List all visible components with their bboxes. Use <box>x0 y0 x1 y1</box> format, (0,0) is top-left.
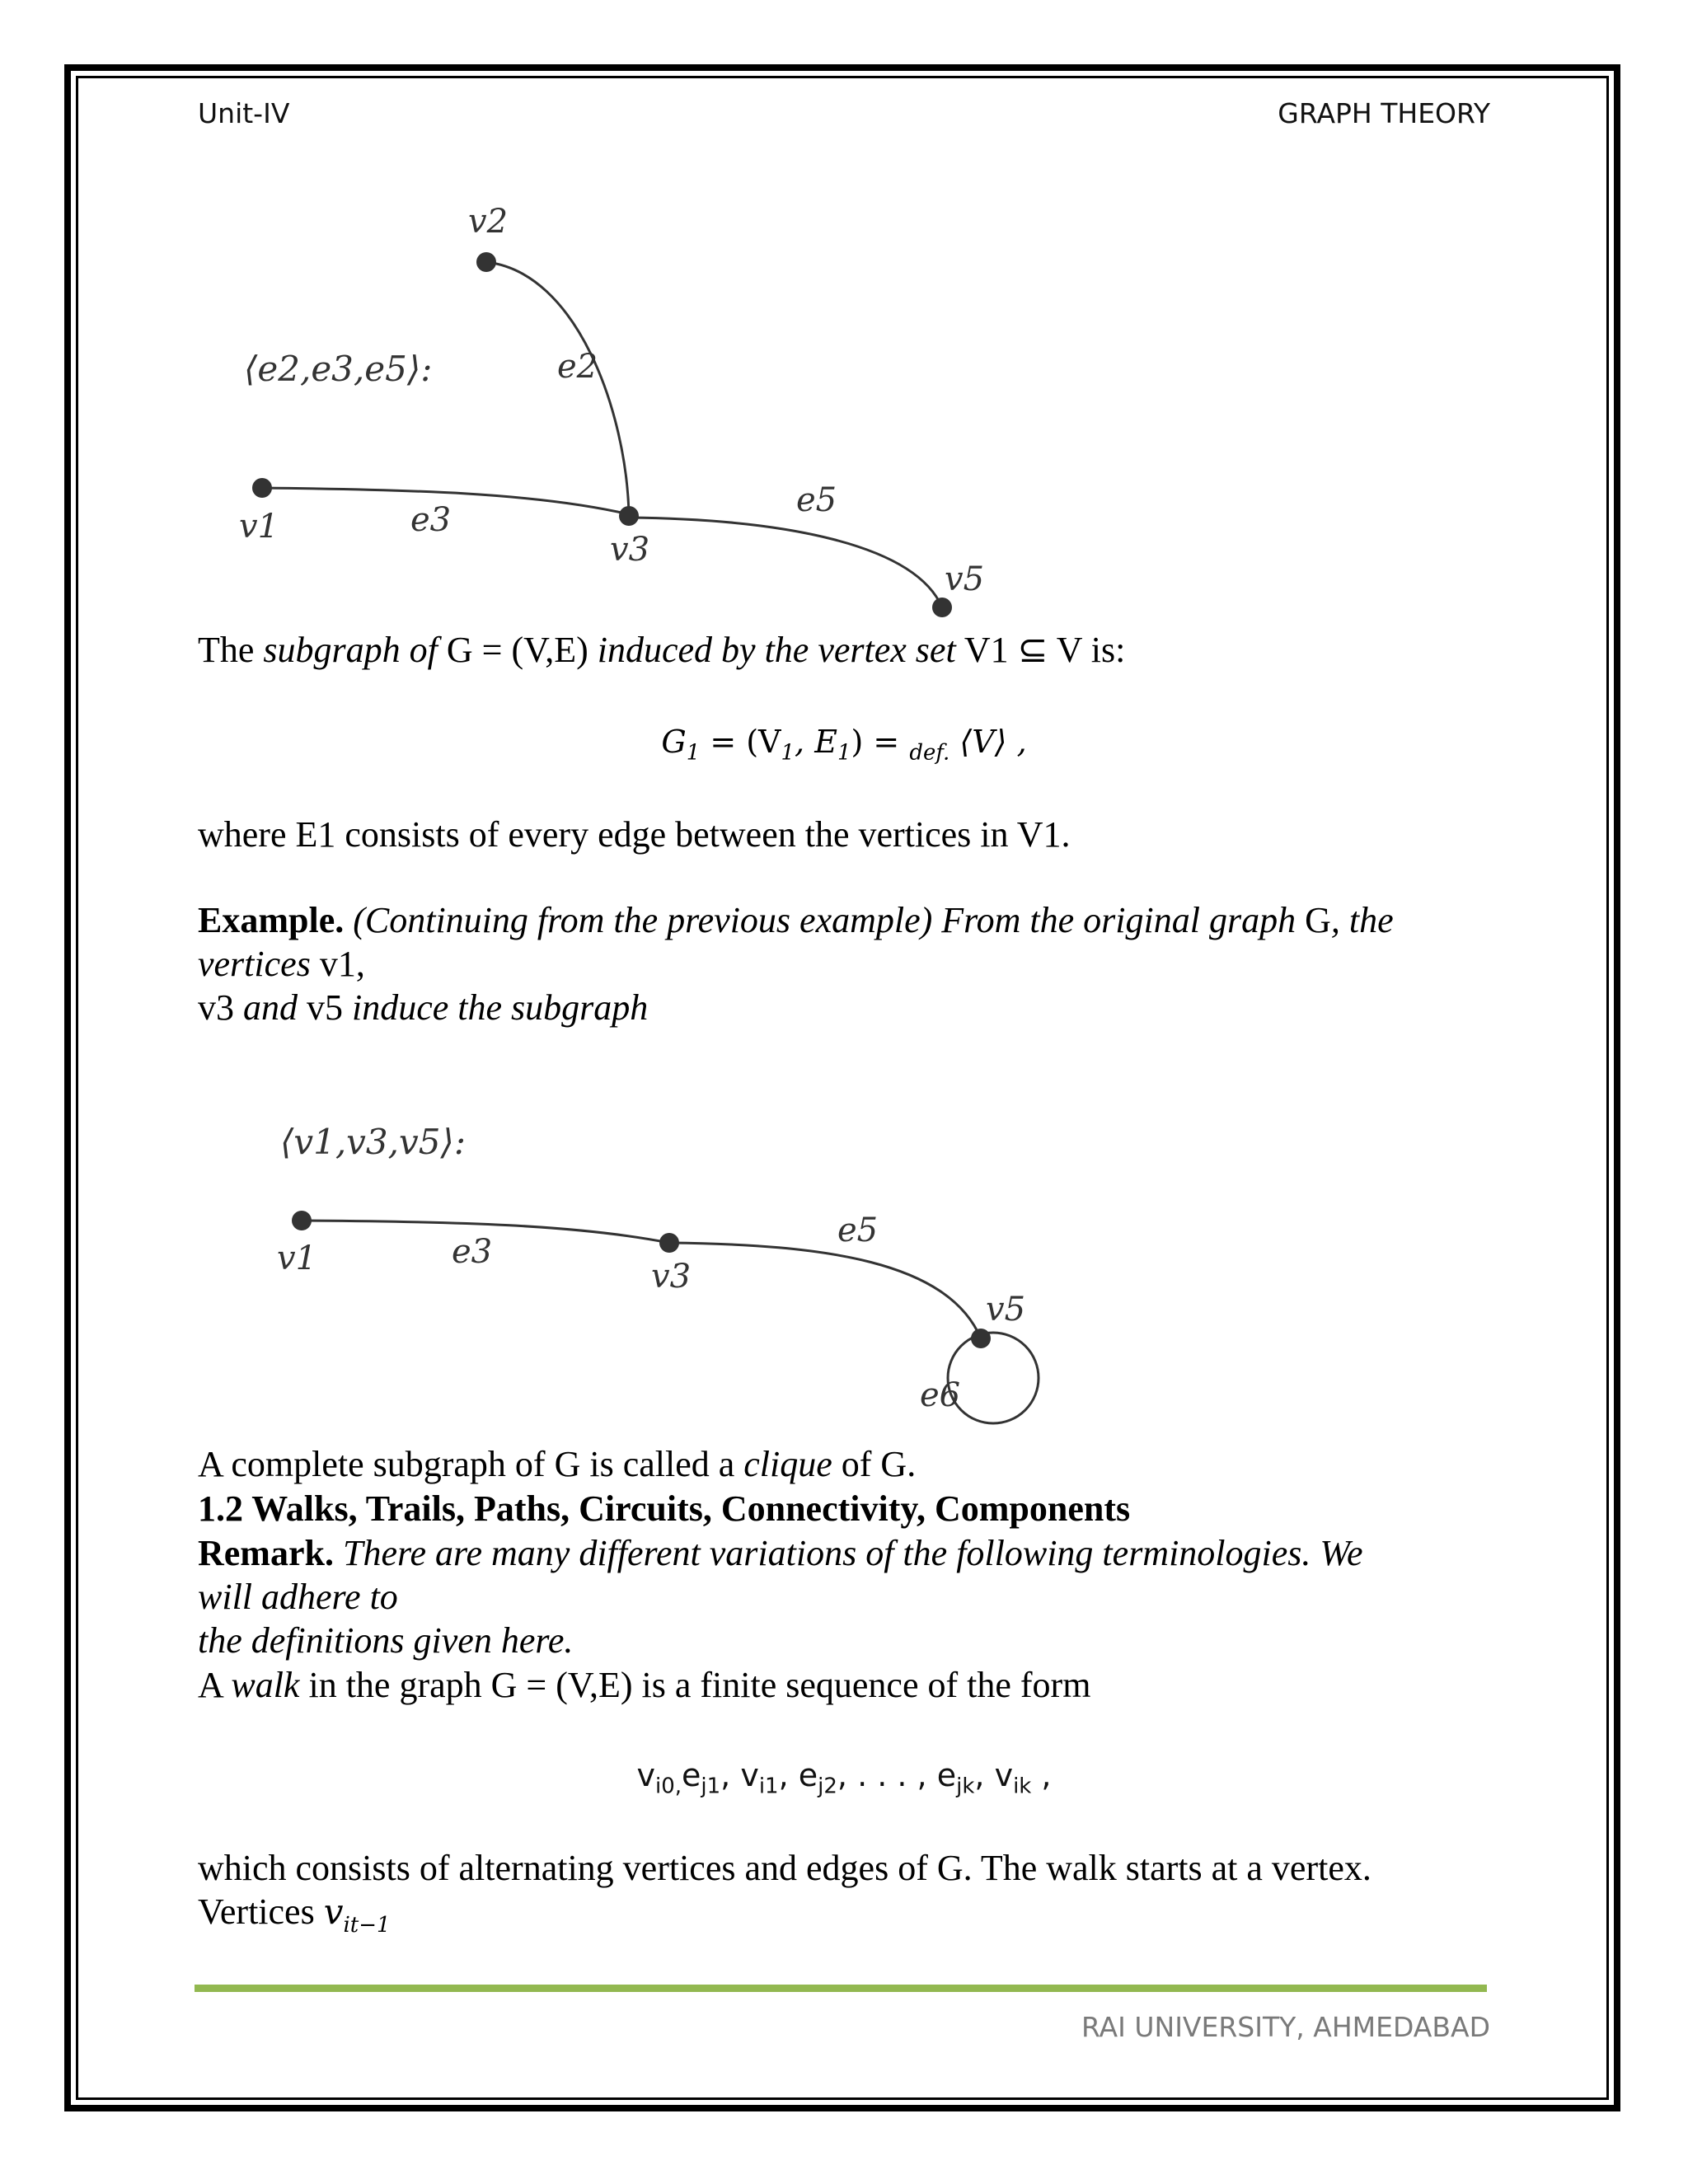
vertex-v1 <box>292 1211 312 1230</box>
figure-induced-subgraph <box>0 1096 1688 1434</box>
clique-definition: A complete subgraph of G is called a clique of G. <box>198 1444 917 1484</box>
vertex-v5 <box>932 598 952 617</box>
example-line-2: vertices v1, <box>198 944 365 984</box>
vertex-v3 <box>659 1233 679 1253</box>
label-e6: e6 <box>920 1376 961 1414</box>
vertices-line: Vertices $v_{it-1}$ <box>198 1891 391 1938</box>
label-v1: v1 <box>239 508 279 546</box>
label-v3: v3 <box>651 1258 692 1296</box>
label-v1: v1 <box>277 1240 317 1277</box>
vertex-v5 <box>971 1329 991 1348</box>
example-line-3: v3 and v5 induce the subgraph <box>198 987 649 1028</box>
vertex-v2 <box>476 252 496 272</box>
vertex-v1 <box>252 478 272 498</box>
remark-line-1: Remark. There are many different variations of the following terminologies. We <box>198 1533 1363 1573</box>
footer-rule <box>195 1985 1487 1992</box>
label-e5: e5 <box>796 481 837 519</box>
walk-sequence-equation: $v_{i0,}e_{j1}$, $v_{i1}$, $e_{j2}$, . . . , $e_{jk}$, $v_{ik}$ , <box>636 1757 1052 1799</box>
header-subject: GRAPH THEORY <box>1278 97 1490 129</box>
label-v5: v5 <box>945 560 985 598</box>
walk-definition: A walk in the graph G = (V,E) is a finite sequence of the form <box>198 1665 1091 1705</box>
remark-line-3: the definitions given here. <box>198 1620 574 1661</box>
label-e5: e5 <box>837 1212 879 1249</box>
label-e3: e3 <box>410 501 452 539</box>
footer-university: RAI UNIVERSITY, AHMEDABAD <box>1081 2011 1490 2043</box>
edge-set-note: where E1 consists of every edge between the vertices in V1. <box>198 814 1071 855</box>
equation-induced-subgraph: $G_1 = (V_1$, $E_1) = _{def.}$ ⟨V⟩ , <box>661 724 1027 766</box>
walk-description: which consists of alternating vertices and edges of G. The walk starts at a vertex. <box>198 1848 1372 1888</box>
remark-line-2: will adhere to <box>198 1577 398 1617</box>
label-e2: e2 <box>557 348 598 386</box>
figure-subgraph-edges <box>0 0 1688 626</box>
label-e3: e3 <box>452 1233 493 1271</box>
vertex-v3 <box>619 506 639 526</box>
example-line-1: Example. (Continuing from the previous example) From the original graph G, the <box>198 900 1394 940</box>
label-v2: v2 <box>468 203 509 241</box>
label-v3: v3 <box>610 531 650 569</box>
figure2-caption: ⟨v1,v3,v5⟩: <box>280 1122 466 1162</box>
section-heading: 1.2 Walks, Trails, Paths, Circuits, Connectivity, Components <box>198 1488 1131 1529</box>
figure1-caption: ⟨e2,e3,e5⟩: <box>244 349 433 389</box>
header-unit: Unit-IV <box>198 97 290 129</box>
label-v5: v5 <box>986 1291 1026 1329</box>
induced-subgraph-definition: The subgraph of G = (V,E) induced by the vertex set V1 ⊆ V is: <box>198 630 1126 670</box>
